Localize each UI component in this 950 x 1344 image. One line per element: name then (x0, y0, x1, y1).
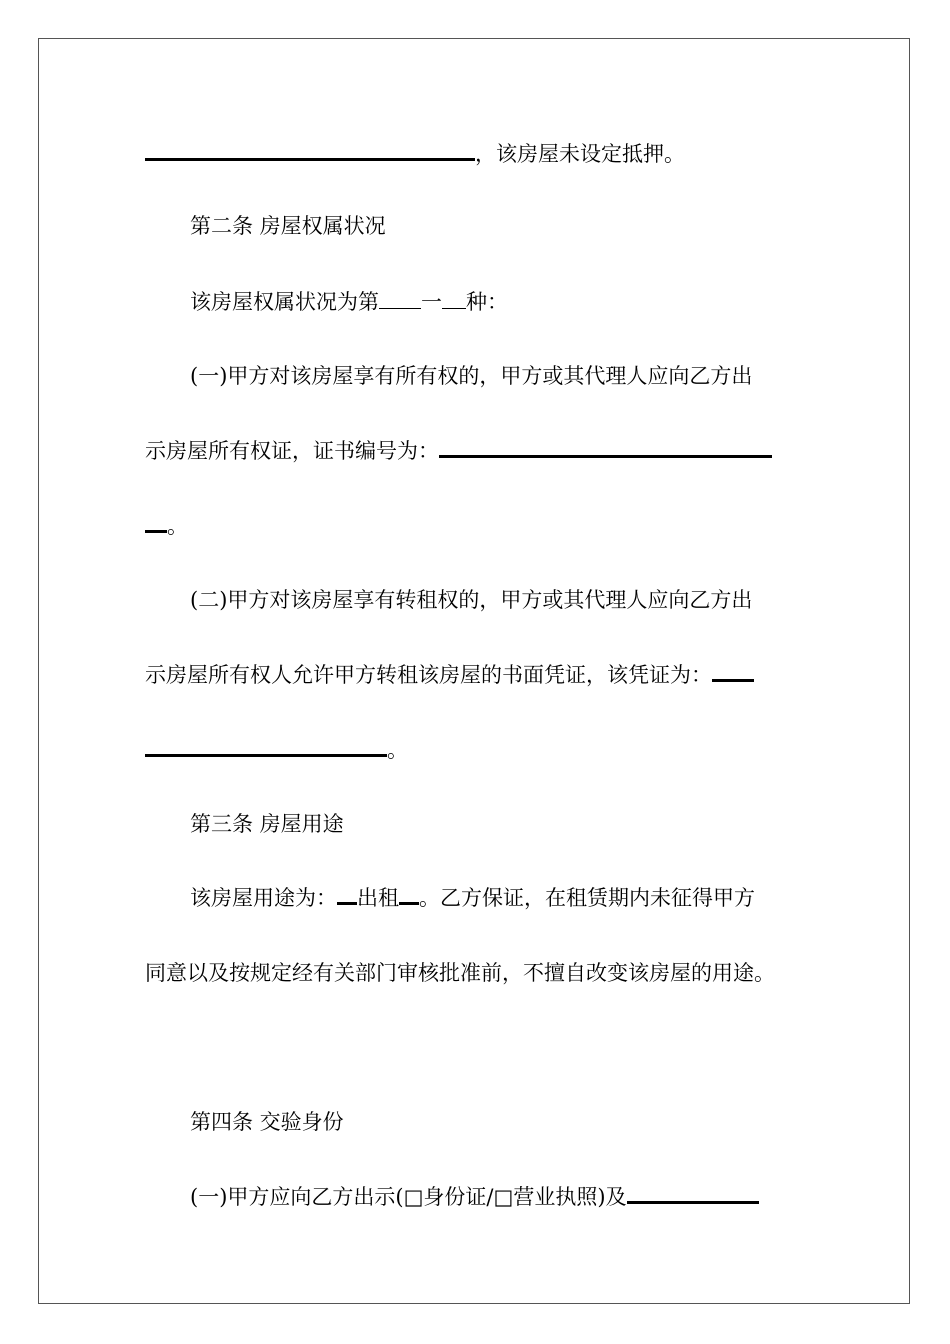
line-mortgage (145, 140, 685, 168)
article-2-para-7 (145, 736, 408, 764)
filled-value: 一 (421, 290, 442, 314)
blank-field (145, 140, 475, 161)
blank-field (399, 884, 419, 905)
article-2-para-4 (145, 512, 188, 540)
blank-field (712, 661, 754, 682)
blank-field (442, 290, 466, 309)
text: 。 (167, 514, 188, 538)
text: 该房屋用途为： (190, 886, 337, 910)
text: 种： (466, 290, 508, 314)
blank-field (627, 1183, 759, 1204)
article-2-para-5: (二)甲方对该房屋享有转租权的，甲方或其代理人应向乙方出 (190, 588, 753, 612)
text: 。乙方保证，在租赁期内未征得甲方 (419, 886, 755, 910)
article-2-title: 第二条 房屋权属状况 (190, 214, 386, 238)
text: 示房屋所有权证，证书编号为： (145, 439, 439, 463)
text: 该房屋权属状况为第 (190, 290, 379, 314)
blank-field (145, 512, 167, 533)
blank-field (379, 290, 421, 309)
article-3-title: 第三条 房屋用途 (190, 812, 344, 836)
article-2-para-3 (145, 437, 772, 465)
article-2-para-2: (一)甲方对该房屋享有所有权的，甲方或其代理人应向乙方出 (190, 364, 753, 388)
blank-field (439, 437, 772, 458)
filled-value: 出租 (357, 886, 399, 910)
article-3-para-1 (190, 884, 755, 912)
article-4-para-1 (190, 1183, 759, 1211)
text: ，该房屋未设定抵押。 (475, 142, 685, 166)
article-2-para-6 (145, 661, 754, 689)
text: 。 (387, 738, 408, 762)
article-4-title: 第四条 交验身份 (190, 1110, 344, 1134)
article-2-para-1 (190, 288, 508, 316)
text: 示房屋所有权人允许甲方转租该房屋的书面凭证，该凭证为： (145, 663, 712, 687)
blank-field (337, 884, 357, 905)
article-3-para-2: 同意以及按规定经有关部门审核批准前，不擅自改变该房屋的用途。 (145, 961, 775, 985)
text: (一)甲方应向乙方出示(□身份证/□营业执照)及 (190, 1185, 627, 1209)
blank-field (145, 736, 387, 757)
